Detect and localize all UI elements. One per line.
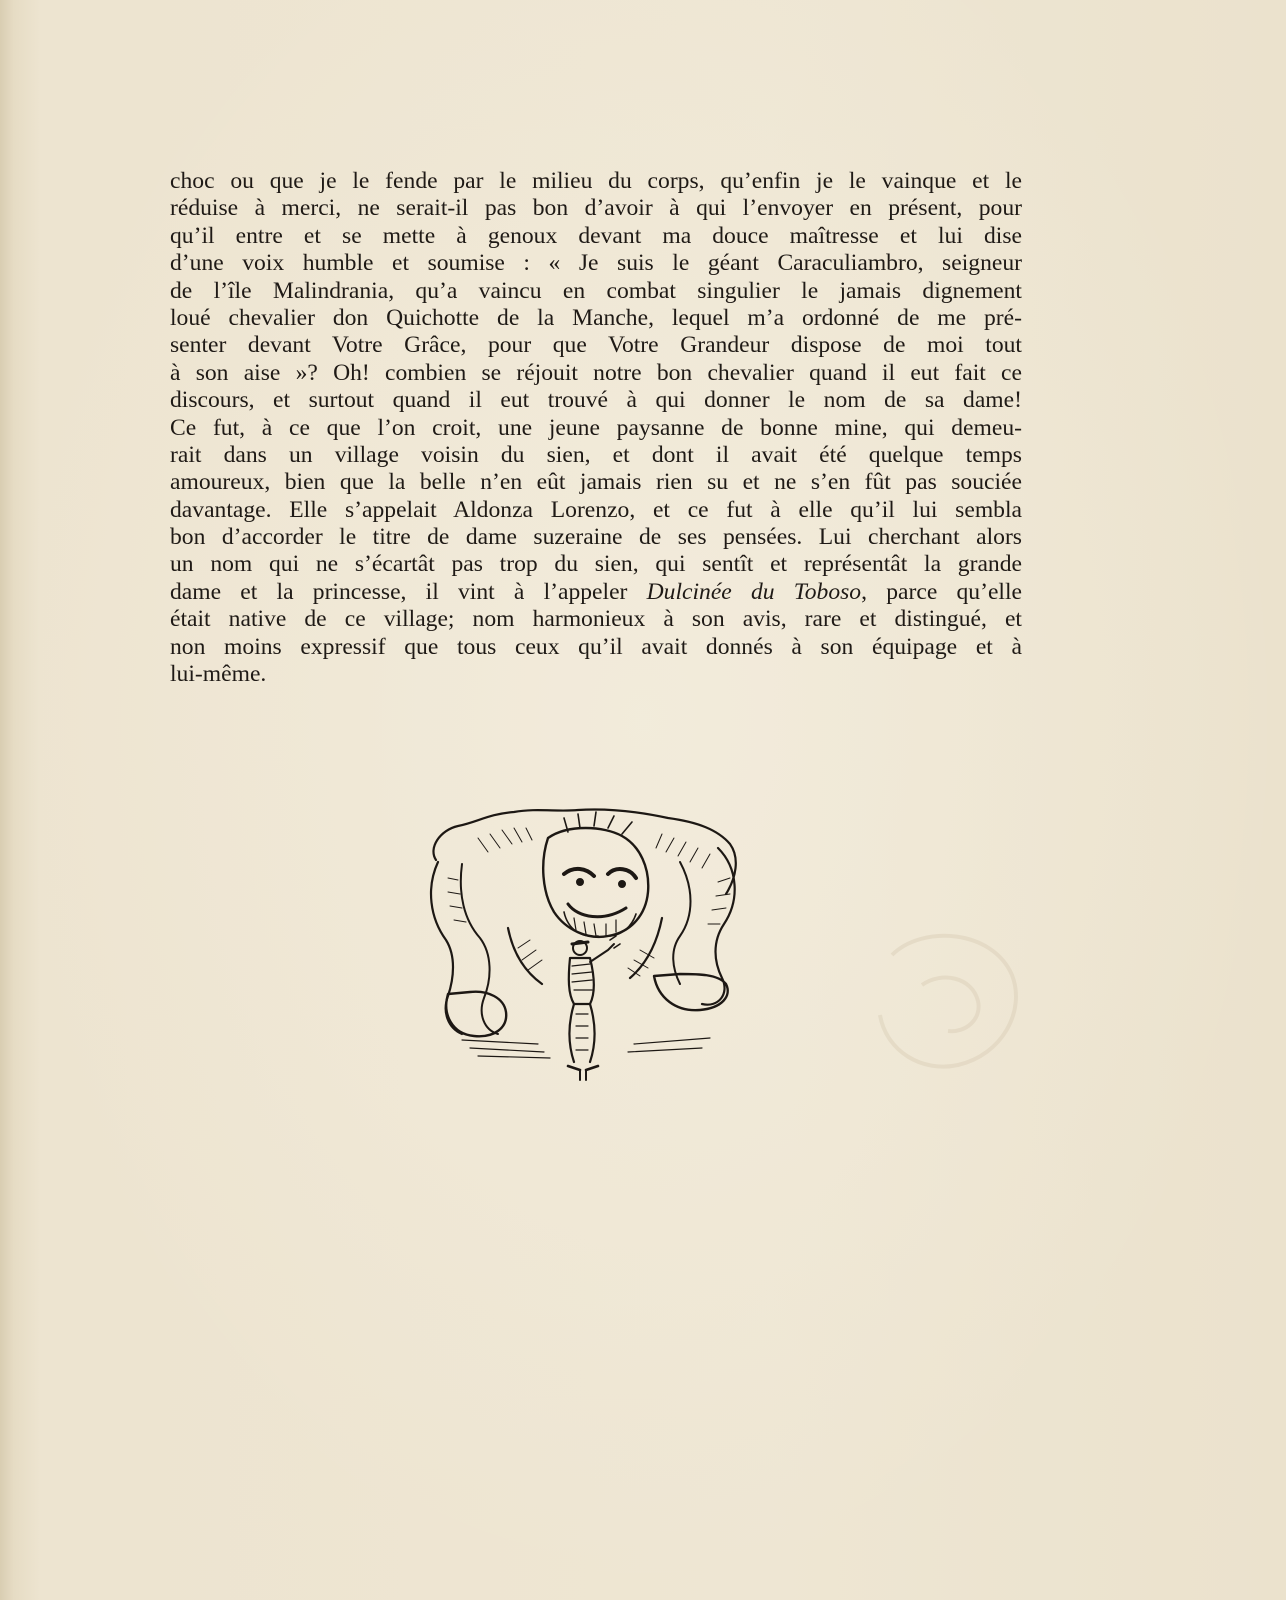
text-line: Ce fut, à ce que l’on croit, une jeune paysanne de bonne mine, qui demeu-	[170, 414, 1022, 441]
text-line: discours, et surtout quand il eut trouvé à qui donner le nom de sa dame!	[170, 387, 1022, 414]
text-segment: , parce qu’elle	[861, 578, 1022, 605]
text-line: d’une voix humble et soumise : « Je suis le géant Caraculiambro, seigneur	[170, 250, 1022, 277]
text-line: senter devant Votre Grâce, pour que Votre Grandeur dispose de moi tout	[170, 332, 1022, 359]
text-line: un nom qui ne s’écartât pas trop du sien, qui sentît et représentât la grande	[170, 551, 1022, 578]
body-text	[170, 168, 1022, 688]
text-line: bon d’accorder le titre de dame suzeraine de ses pensées. Lui cherchant alors	[170, 524, 1022, 551]
text-line: non moins expressif que tous ceux qu’il avait donnés à son équipage et à	[170, 633, 1022, 660]
italic-name-dulcinea: Dulcinée du Toboso	[646, 578, 862, 605]
giant-right-arm	[702, 848, 735, 1005]
text-segment: dame et la princesse, il vint à l’appeler	[170, 578, 647, 605]
text-line: loué chevalier don Quichotte de la Manche, lequel m’a ordonné de me pré-	[170, 304, 1022, 331]
text-line: était native de ce village; nom harmonieux à son avis, rare et distingué, et	[170, 606, 1022, 633]
giant-and-knight-engraving-icon	[418, 808, 756, 1100]
knight-figure	[568, 936, 620, 1080]
text-line: davantage. Elle s’appelait Aldonza Lorenzo, et ce fut à elle qu’il lui sembla	[170, 496, 1022, 523]
text-line: qu’il entre et se mette à genoux devant ma douce maîtresse et lui dise	[170, 222, 1022, 249]
text-line: amoureux, bien que la belle n’en eût jamais rien su et ne s’en fût pas souciée	[170, 469, 1022, 496]
faint-seal-icon	[862, 915, 1032, 1085]
text-line: choc ou que je le fende par le milieu du corps, qu’enfin je le vainque et le	[170, 168, 1022, 194]
giant-back-outline	[433, 809, 735, 894]
text-line: à son aise »? Oh! combien se réjouit notre bon chevalier quand il eut fait ce	[170, 359, 1022, 386]
text-line-with-italic	[170, 579, 1022, 606]
text-line: de l’île Malindrania, qu’a vaincu en combat singulier le jamais dignement	[170, 277, 1022, 304]
text-line: réduise à merci, ne serait-il pas bon d’avoir à qui l’envoyer en présent, pour	[170, 195, 1022, 222]
text-line: lui-même.	[170, 661, 267, 688]
text-line: rait dans un village voisin du sien, et dont il avait été quelque temps	[170, 441, 1022, 468]
